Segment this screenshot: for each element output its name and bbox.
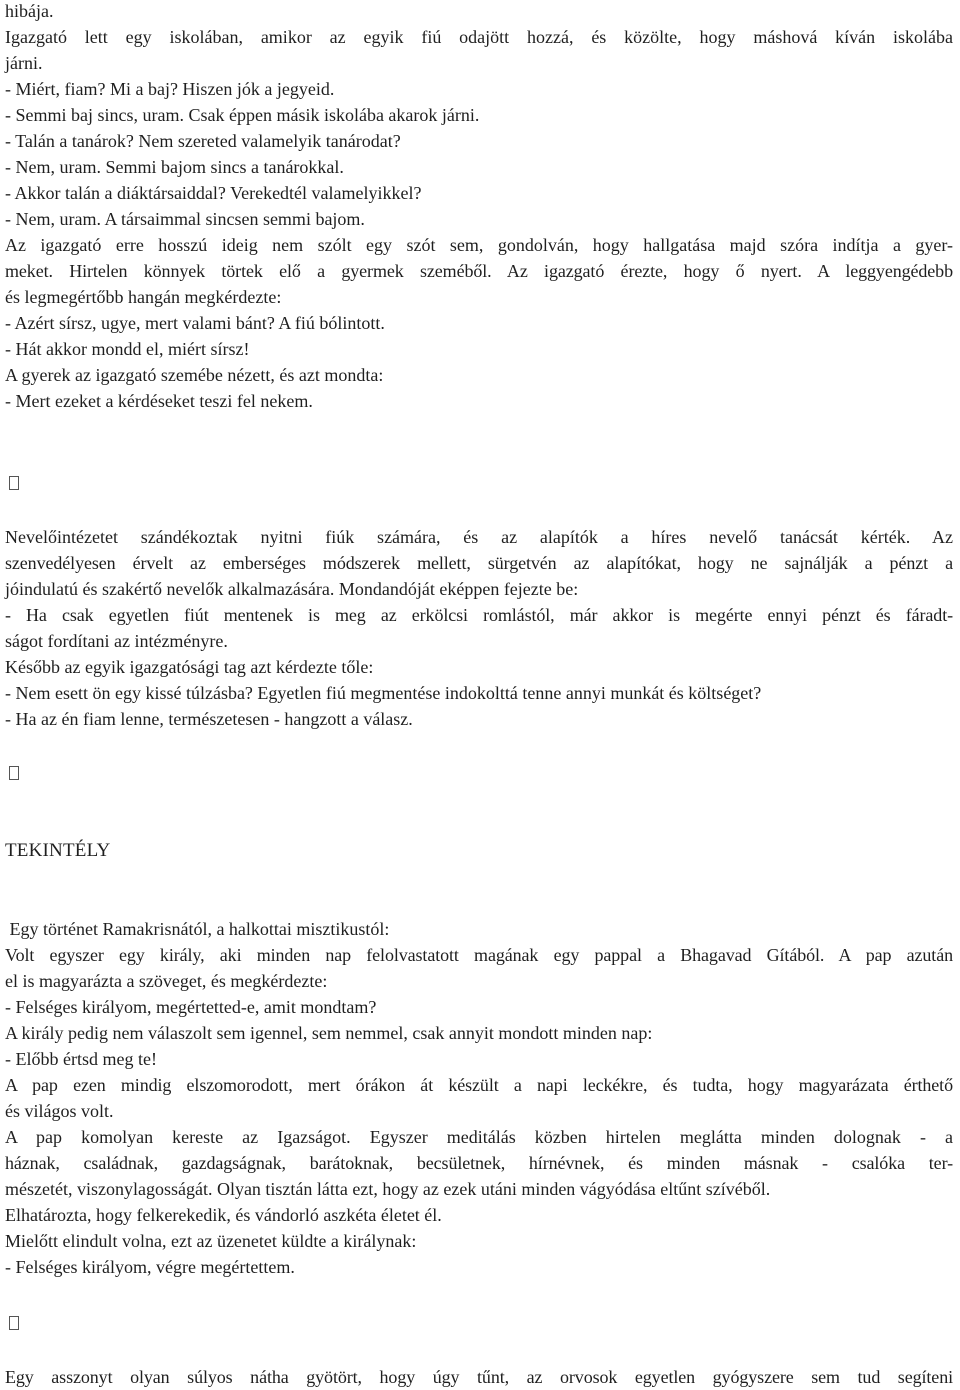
text-line: A gyerek az igazgató szemébe nézett, és azt mondta: [5,365,384,385]
text-line: - Mert ezeket a kérdéseket teszi fel nekem. [5,391,313,411]
text-line: hibája. [5,1,54,21]
text-line: - Hát akkor mondd el, miért sírsz! [5,339,250,359]
text-line: - Előbb értsd meg te! [5,1049,157,1069]
text-line: meket. Hirtelen könnyek törtek elő a gyermek szeméből. Az igazgató érezte, hogy ő nyert. A leggyengédebb [5,261,953,281]
text-line: Később az egyik igazgatósági tag azt kérdezte tőle: [5,657,374,677]
text-line: járni. [5,53,43,73]
text-line: - Nem esett ön egy kissé túlzásba? Egyetlen fiú megmentése indokolttá tenne annyi munkát és költséget? [5,683,762,703]
text-line: Nevelőintézetet szándékoztak nyitni fiúk számára, és az alapítók a híres nevelő tanácsát kérték. Az [5,527,953,547]
text-line: Egy történet Ramakrisnától, a halkottai misztikustól: [5,919,390,939]
text-line: - Felséges királyom, végre megértettem. [5,1257,295,1277]
text-line: - Miért, fiam? Mi a baj? Hiszen jók a jegyeid. [5,79,335,99]
text-line: szenvedélyesen érvelt az emberséges módszerek mellett, sürgetvén az alapítókat, hogy ne sajnálják a pénzt a [5,553,953,573]
section-heading: TEKINTÉLY [5,840,111,861]
text-line: Volt egyszer egy király, aki minden nap felolvastatott magának egy pappal a Bhagavad Gítából. A pap azután [5,945,953,965]
text-line: el is magyarázta a szöveget, és megkérdezte: [5,971,328,991]
text-line: Mielőtt elindult volna, ezt az üzenetet küldte a királynak: [5,1231,417,1251]
text-line: - Ha az én fiam lenne, természetesen - hangzott a válasz. [5,709,413,729]
text-line: A pap ezen mindig elszomorodott, mert órákon át készült a napi leckékre, és tudta, hogy magyarázata érthető [5,1075,953,1095]
text-line: - Akkor talán a diáktársaiddal? Verekedtél valamelyikkel? [5,183,422,203]
missing-glyph-separator-icon [9,766,19,780]
missing-glyph-separator-icon [9,476,19,490]
text-line: háznak, családnak, gazdagságnak, barátoknak, becsületnek, hírnévnek, és minden másnak - csalóka ter- [5,1153,953,1173]
text-line: Az igazgató erre hosszú ideig nem szólt egy szót sem, gondolván, hogy hallgatása majd szóra indítja a gyer- [5,235,953,255]
text-line: Egy asszonyt olyan súlyos nátha gyötört, hogy úgy tűnt, az orvosok egyetlen gyógyszere sem tud segíteni [5,1367,953,1387]
missing-glyph-separator-icon [9,1316,19,1330]
text-line: - Talán a tanárok? Nem szereted valamelyik tanárodat? [5,131,401,151]
text-line: - Felséges királyom, megértetted-e, amit mondtam? [5,997,377,1017]
text-line: jóindulatú és szakértő nevelők alkalmazására. Mondandóját eképpen fejezte be: [5,579,579,599]
text-line: - Ha csak egyetlen fiút mentenek is meg az erkölcsi romlástól, már akkor is megérte ennyi pénzt és fáradt- [5,605,953,625]
text-line: - Semmi baj sincs, uram. Csak éppen másik iskolába akarok járni. [5,105,480,125]
text-line: mészetét, viszonylagosságát. Olyan tisztán látta ezt, hogy az ezek utáni minden vágyódása eltűnt szívéből. [5,1179,771,1199]
text-line: - Nem, uram. Semmi bajom sincs a tanárokkal. [5,157,344,177]
text-line: Igazgató lett egy iskolában, amikor az egyik fiú odajött hozzá, és közölte, hogy máshová kíván iskolába [5,27,953,47]
text-line: - Nem, uram. A társaimmal sincsen semmi bajom. [5,209,365,229]
text-line: Elhatározta, hogy felkerekedik, és vándorló aszkéta életet él. [5,1205,442,1225]
text-line: és világos volt. [5,1101,114,1121]
text-line: és legmegértőbb hangán megkérdezte: [5,287,282,307]
text-line: A pap komolyan kereste az Igazságot. Egyszer meditálás közben hirtelen meglátta minden dolognak - a [5,1127,953,1147]
text-line: ságot fordítani az intézményre. [5,631,228,651]
text-line: A király pedig nem válaszolt sem igennel, sem nemmel, csak annyit mondott minden nap: [5,1023,653,1043]
text-line: - Azért sírsz, ugye, mert valami bánt? A fiú bólintott. [5,313,385,333]
